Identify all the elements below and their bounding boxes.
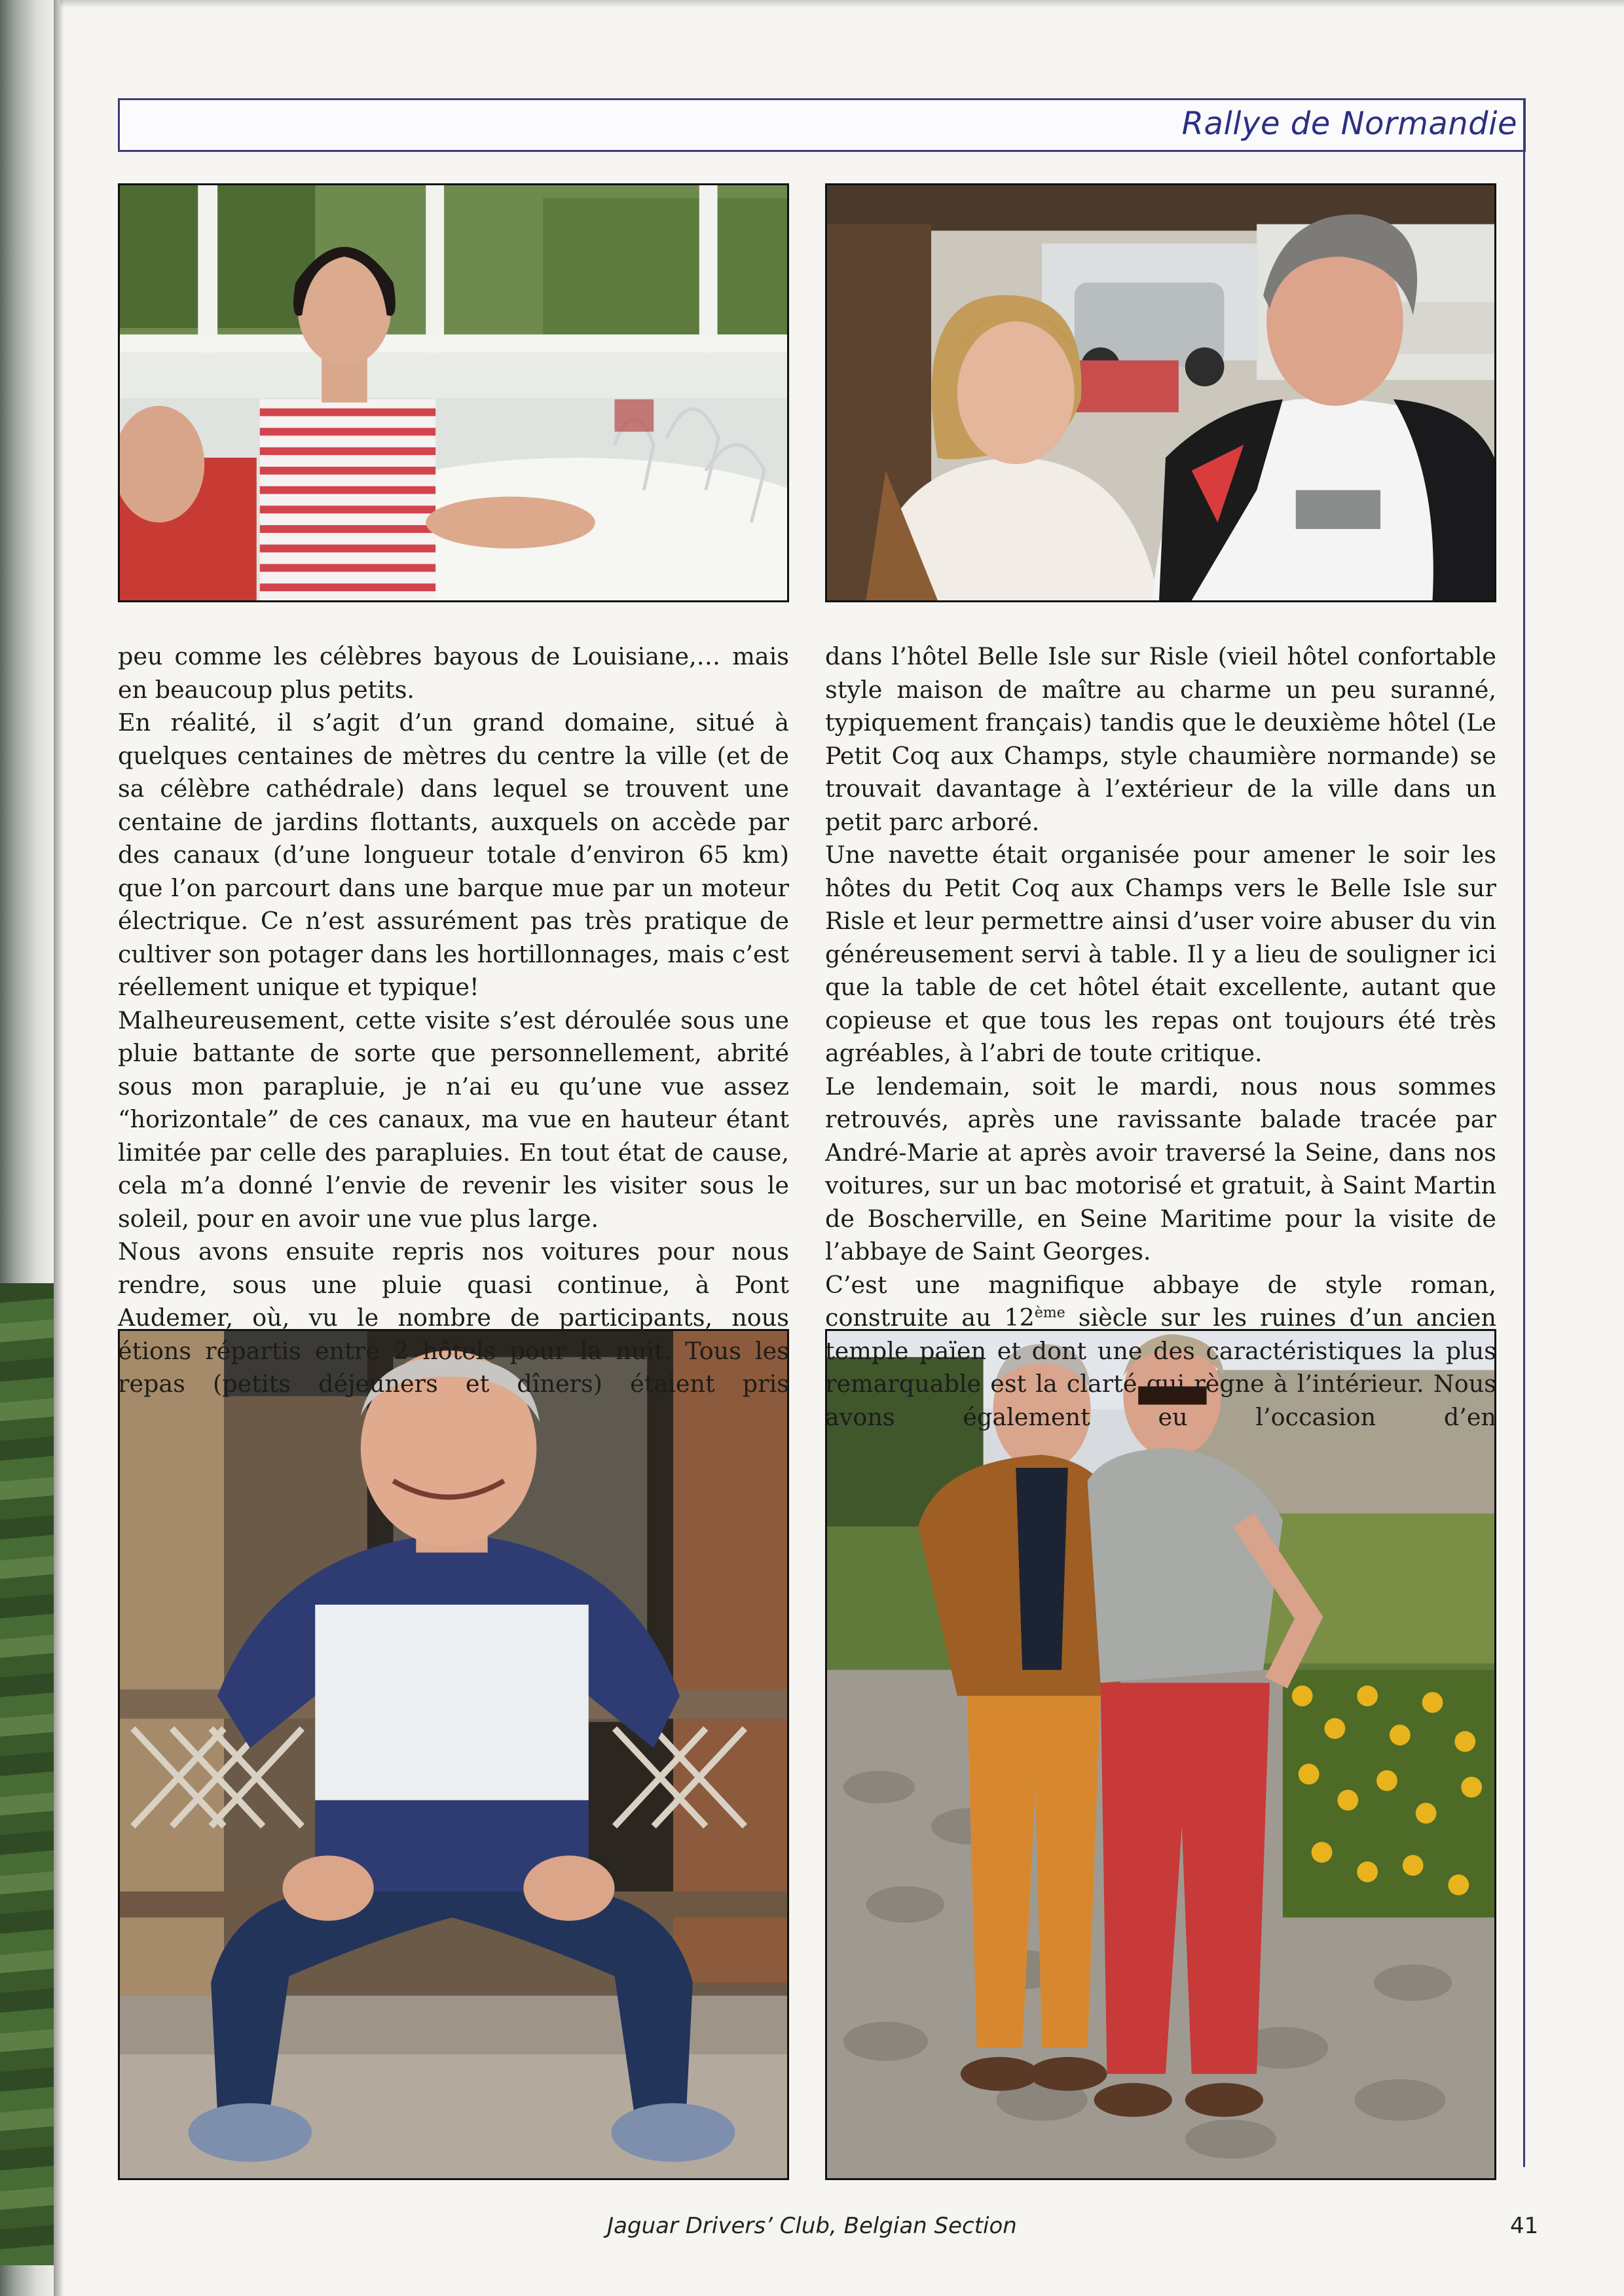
text-fragment: siècle sur les ruines d’un ancien temple païen et dont une des caractéristiques la plus remarquable est la clarté qui règne à l’intérieur. Nous avons également eu l’occasion d’en bbox=[825, 1303, 1496, 1431]
article-paragraph: dans l’hôtel Belle Isle sur Risle (vieil hôtel confortable style maison de maître au charme un peu suranné, typiquement français) tandis que le deuxième hôtel (Le Petit Coq aux Champs, style chaumière normande) se trouvait davantage à l’extérieur de la ville dans un petit parc arboré. bbox=[825, 642, 1496, 836]
text-fragment: C’est une magnifique abbaye de style roman, construite au 12 bbox=[825, 1270, 1496, 1332]
article-paragraph: Le lendemain, soit le mardi, nous nous sommes retrouvés, après une ravissante balade tracée par André-Marie at après avoir traversé la Seine, dans nos voitures, sur un bac motorisé et gratuit, à Saint Martin de Boscherville, en Seine Maritime pour la visite de l’abbaye de Saint Georges. bbox=[825, 1072, 1496, 1266]
page-top-edge bbox=[0, 0, 1624, 8]
photo-man-on-bench bbox=[118, 1329, 789, 2180]
spine-shadow bbox=[54, 0, 64, 2296]
section-header bbox=[118, 98, 1526, 152]
article-paragraph: En réalité, il s’agit d’un grand domaine, situé à quelques centaines de mètres du centre la ville (et de sa célèbre cathédrale) dans lequel se trouvent une centaine de jardins flottants, auxquels on accède par des canaux (d’une longueur totale d’environ 65 km) que l’on parcourt dans une barque mue par un moteur électrique. Ce n’est assurément pas très pratique de cultiver son potager dans les hortillonnages, mais c’est réellement unique et typique! bbox=[118, 708, 789, 1001]
article-paragraph-abbey bbox=[825, 1269, 1496, 1434]
right-margin-rule bbox=[1523, 98, 1525, 2167]
article-paragraph: Malheureusement, cette visite s’est déroulée sous une pluie battante de sorte que personnellement, abrité sous mon parapluie, je n’ai eu qu’une vue assez “horizontale” de ces canaux, ma vue en hauteur étant limitée par celle des parapluies. En tout état de cause, cela m’a donné l’envie de revenir les visiter sous le soleil, pour en avoir une vue plus large. bbox=[118, 1006, 789, 1233]
photo-two-men-in-garden bbox=[825, 1329, 1496, 2180]
ordinal-superscript: ème bbox=[1034, 1304, 1065, 1321]
article-paragraph: Nous avons ensuite repris nos voitures pour nous rendre, sous une pluie quasi continue, à Pont Audemer, où, vu le nombre de participants, nous étions répartis entre 2 hôtels pour la nuit. Tous les repas (petits déjeuners et dîners) étaient pris bbox=[118, 1237, 789, 1398]
article-paragraph: Une navette était organisée pour amener le soir les hôtes du Petit Coq aux Champs vers le Belle Isle sur Risle et leur permettre ainsi d’user voire abuser du vin généreusement servi à table. Il y a lieu de souligner ici que la table de cet hôtel était excellente, autant que copieuse et que tous les repas ont toujours été très agréables, à l’abri de toute critique. bbox=[825, 841, 1496, 1067]
footer-publication: Jaguar Drivers’ Club, Belgian Section bbox=[607, 2213, 1017, 2239]
article-paragraph: peu comme les célèbres bayous de Louisiane,… mais en beaucoup plus petits. bbox=[118, 642, 789, 704]
section-title: Rallye de Normandie bbox=[1181, 105, 1517, 142]
photo-couple-talking bbox=[825, 183, 1496, 602]
spine-foliage bbox=[0, 1283, 54, 2265]
article-column-left bbox=[118, 640, 789, 1401]
photo-woman-at-dinner bbox=[118, 183, 789, 602]
page-number: 41 bbox=[1510, 2213, 1539, 2239]
article-column-right bbox=[825, 640, 1496, 1434]
